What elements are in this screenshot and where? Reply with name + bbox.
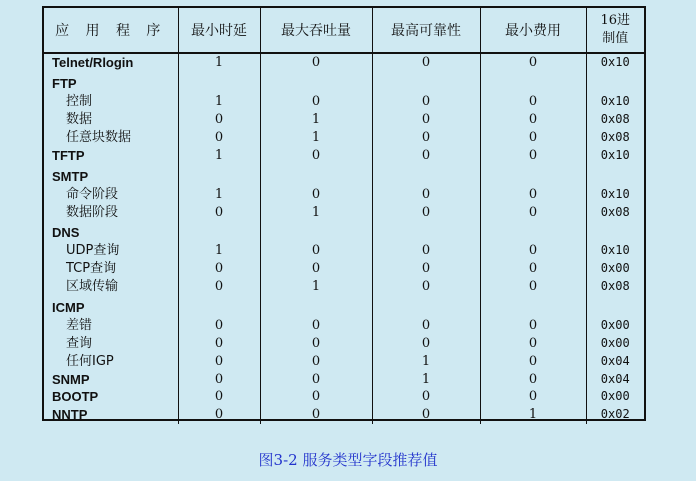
table-row bbox=[44, 278, 644, 296]
application-name-cell: 数据 bbox=[66, 112, 93, 128]
max-reliability-cell: 0 bbox=[372, 388, 480, 406]
application-name-cell: 任意块数据 bbox=[66, 130, 132, 145]
hex-value-cell bbox=[586, 164, 644, 185]
tos-recommended-values-table bbox=[44, 8, 644, 424]
min-cost-cell: 0 bbox=[480, 260, 586, 278]
table-row bbox=[44, 203, 644, 221]
header-max-reliability: 最高可靠性 bbox=[372, 8, 480, 53]
header-min-delay: 最小时延 bbox=[178, 8, 260, 53]
min-cost-cell: 0 bbox=[480, 53, 586, 72]
application-name-cell: SNMP bbox=[52, 371, 90, 387]
min-delay-cell: 0 bbox=[178, 203, 260, 221]
min-delay-cell: 1 bbox=[178, 185, 260, 203]
table-body bbox=[44, 53, 644, 424]
application-name-cell: Telnet/Rlogin bbox=[52, 55, 134, 71]
max-throughput-cell: 0 bbox=[260, 334, 372, 352]
min-cost-cell: 0 bbox=[480, 278, 586, 296]
hex-value-cell: 0x00 bbox=[586, 260, 644, 278]
max-throughput-cell: 0 bbox=[260, 406, 372, 424]
application-name-cell: 控制 bbox=[66, 94, 93, 110]
max-throughput-cell bbox=[260, 296, 372, 317]
min-delay-cell: 0 bbox=[178, 260, 260, 278]
max-throughput-cell: 0 bbox=[260, 185, 372, 203]
min-cost-cell bbox=[480, 296, 586, 317]
application-name-cell: 差错 bbox=[66, 317, 93, 333]
application-name-cell: 任何IGP bbox=[66, 353, 114, 369]
max-reliability-cell: 0 bbox=[372, 334, 480, 352]
table-row bbox=[44, 185, 644, 203]
hex-value-cell: 0x00 bbox=[586, 334, 644, 352]
table-row bbox=[44, 406, 644, 424]
table-row bbox=[44, 316, 644, 334]
hex-value-cell: 0x00 bbox=[586, 388, 644, 406]
max-reliability-cell bbox=[372, 164, 480, 185]
min-cost-cell: 0 bbox=[480, 146, 586, 164]
application-name-cell: 区域传输 bbox=[66, 279, 119, 295]
hex-value-cell: 0x10 bbox=[586, 93, 644, 111]
max-reliability-cell: 0 bbox=[372, 129, 480, 147]
max-reliability-cell: 0 bbox=[372, 203, 480, 221]
min-delay-cell bbox=[178, 72, 260, 93]
min-cost-cell bbox=[480, 164, 586, 185]
table-row bbox=[44, 53, 644, 72]
hex-value-cell: 0x04 bbox=[586, 352, 644, 370]
hex-value-cell: 0x10 bbox=[586, 242, 644, 260]
max-throughput-cell: 0 bbox=[260, 53, 372, 72]
min-delay-cell: 0 bbox=[178, 278, 260, 296]
table-row bbox=[44, 260, 644, 278]
max-throughput-cell: 0 bbox=[260, 242, 372, 260]
table-row bbox=[44, 93, 644, 111]
max-reliability-cell bbox=[372, 72, 480, 93]
hex-value-cell bbox=[586, 221, 644, 242]
min-cost-cell: 0 bbox=[480, 185, 586, 203]
max-reliability-cell: 0 bbox=[372, 278, 480, 296]
max-throughput-cell: 0 bbox=[260, 93, 372, 111]
max-reliability-cell: 0 bbox=[372, 146, 480, 164]
max-reliability-cell: 0 bbox=[372, 53, 480, 72]
header-hex-value bbox=[586, 8, 644, 53]
table-row bbox=[44, 221, 644, 242]
min-delay-cell: 0 bbox=[178, 334, 260, 352]
table-row bbox=[44, 111, 644, 129]
application-name-cell: TFTP bbox=[52, 147, 85, 163]
min-cost-cell: 0 bbox=[480, 370, 586, 388]
min-cost-cell: 0 bbox=[480, 242, 586, 260]
max-throughput-cell: 0 bbox=[260, 316, 372, 334]
header-min-cost: 最小费用 bbox=[480, 8, 586, 53]
application-name-cell: DNS bbox=[52, 225, 80, 241]
max-reliability-cell: 0 bbox=[372, 260, 480, 278]
min-cost-cell: 0 bbox=[480, 93, 586, 111]
max-reliability-cell: 1 bbox=[372, 370, 480, 388]
min-cost-cell: 0 bbox=[480, 352, 586, 370]
min-delay-cell: 0 bbox=[178, 370, 260, 388]
min-cost-cell: 0 bbox=[480, 388, 586, 406]
header-hex-line1: 16进 bbox=[600, 13, 631, 28]
min-delay-cell: 0 bbox=[178, 352, 260, 370]
table-row bbox=[44, 334, 644, 352]
application-name-cell: UDP查询 bbox=[66, 243, 120, 259]
figure-caption: 图3-2 服务类型字段推荐值 bbox=[258, 451, 438, 469]
min-cost-cell: 0 bbox=[480, 203, 586, 221]
max-reliability-cell: 0 bbox=[372, 316, 480, 334]
hex-value-cell: 0x02 bbox=[586, 406, 644, 424]
min-cost-cell: 0 bbox=[480, 334, 586, 352]
max-reliability-cell bbox=[372, 296, 480, 317]
min-delay-cell: 0 bbox=[178, 316, 260, 334]
max-reliability-cell bbox=[372, 221, 480, 242]
max-throughput-cell bbox=[260, 164, 372, 185]
hex-value-cell: 0x10 bbox=[586, 185, 644, 203]
hex-value-cell bbox=[586, 296, 644, 317]
min-cost-cell: 0 bbox=[480, 111, 586, 129]
max-reliability-cell: 0 bbox=[372, 93, 480, 111]
min-delay-cell bbox=[178, 221, 260, 242]
max-reliability-cell: 1 bbox=[372, 352, 480, 370]
max-throughput-cell: 1 bbox=[260, 129, 372, 147]
application-name-cell: SMTP bbox=[52, 168, 89, 184]
table-header-row bbox=[44, 8, 644, 53]
max-throughput-cell: 0 bbox=[260, 260, 372, 278]
min-cost-cell bbox=[480, 72, 586, 93]
hex-value-cell: 0x08 bbox=[586, 111, 644, 129]
application-name-cell: 数据阶段 bbox=[66, 204, 119, 220]
hex-value-cell: 0x08 bbox=[586, 278, 644, 296]
header-application: 应 用 程 序 bbox=[44, 8, 178, 53]
hex-value-cell: 0x08 bbox=[586, 129, 644, 147]
min-delay-cell: 1 bbox=[178, 146, 260, 164]
max-throughput-cell bbox=[260, 72, 372, 93]
max-throughput-cell: 1 bbox=[260, 111, 372, 129]
min-delay-cell: 1 bbox=[178, 53, 260, 72]
table-row bbox=[44, 242, 644, 260]
min-delay-cell: 1 bbox=[178, 242, 260, 260]
header-max-throughput: 最大吞吐量 bbox=[260, 8, 372, 53]
table-row bbox=[44, 129, 644, 147]
max-reliability-cell: 0 bbox=[372, 406, 480, 424]
table-row bbox=[44, 296, 644, 317]
min-cost-cell: 0 bbox=[480, 129, 586, 147]
application-name-cell: 命令阶段 bbox=[66, 186, 119, 202]
table-row bbox=[44, 388, 644, 406]
application-name-cell: FTP bbox=[52, 76, 77, 92]
hex-value-cell: 0x04 bbox=[586, 370, 644, 388]
max-throughput-cell: 0 bbox=[260, 388, 372, 406]
max-throughput-cell: 1 bbox=[260, 278, 372, 296]
hex-value-cell: 0x00 bbox=[586, 316, 644, 334]
min-delay-cell: 0 bbox=[178, 111, 260, 129]
header-hex-line2: 制值 bbox=[602, 31, 629, 46]
min-delay-cell: 0 bbox=[178, 129, 260, 147]
max-throughput-cell: 0 bbox=[260, 352, 372, 370]
min-delay-cell: 0 bbox=[178, 406, 260, 424]
application-name-cell: 查询 bbox=[66, 335, 93, 351]
hex-value-cell: 0x10 bbox=[586, 53, 644, 72]
min-cost-cell: 0 bbox=[480, 316, 586, 334]
min-delay-cell: 1 bbox=[178, 93, 260, 111]
table-row bbox=[44, 164, 644, 185]
max-throughput-cell bbox=[260, 221, 372, 242]
min-delay-cell bbox=[178, 296, 260, 317]
table-row bbox=[44, 352, 644, 370]
tos-table-frame bbox=[42, 6, 646, 421]
table-row bbox=[44, 370, 644, 388]
min-delay-cell: 0 bbox=[178, 388, 260, 406]
table-row bbox=[44, 146, 644, 164]
hex-value-cell: 0x08 bbox=[586, 203, 644, 221]
hex-value-cell: 0x10 bbox=[586, 146, 644, 164]
application-name-cell: TCP查询 bbox=[66, 261, 117, 277]
max-throughput-cell: 1 bbox=[260, 203, 372, 221]
max-reliability-cell: 0 bbox=[372, 111, 480, 129]
min-delay-cell bbox=[178, 164, 260, 185]
min-cost-cell: 1 bbox=[480, 406, 586, 424]
max-reliability-cell: 0 bbox=[372, 185, 480, 203]
application-name-cell: NNTP bbox=[52, 407, 88, 423]
max-reliability-cell: 0 bbox=[372, 242, 480, 260]
max-throughput-cell: 0 bbox=[260, 146, 372, 164]
hex-value-cell bbox=[586, 72, 644, 93]
application-name-cell: ICMP bbox=[52, 300, 85, 316]
application-name-cell: BOOTP bbox=[52, 389, 99, 405]
max-throughput-cell: 0 bbox=[260, 370, 372, 388]
table-row bbox=[44, 72, 644, 93]
min-cost-cell bbox=[480, 221, 586, 242]
